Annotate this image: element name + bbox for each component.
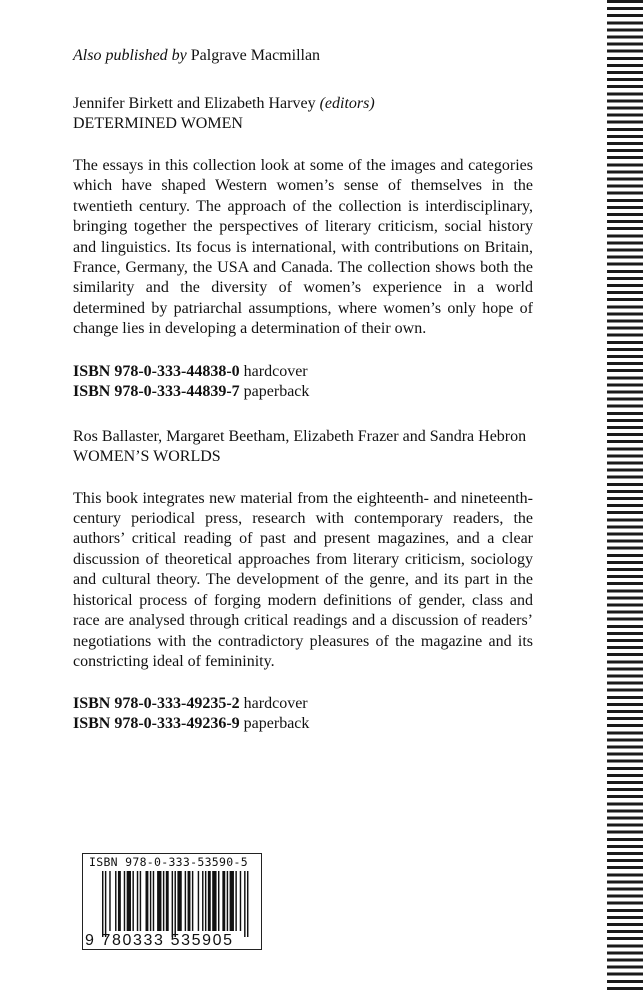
book2-isbn-paperback	[73, 714, 533, 734]
barcode-bar	[177, 871, 181, 931]
isbn-format: paperback	[239, 715, 310, 733]
barcode-bar	[208, 871, 211, 931]
intro-line	[73, 46, 533, 66]
barcode-bar	[235, 871, 236, 931]
barcode-bar	[109, 871, 110, 931]
barcode-bar	[175, 871, 176, 937]
book2-authors: Ros Ballaster, Margaret Beetham, Elizabeth Frazer and Sandra Hebron	[73, 427, 527, 445]
intro-prefix: Also published by	[73, 47, 187, 64]
barcode-bar	[102, 871, 103, 937]
barcode-bar	[227, 871, 228, 931]
book-entry-1	[73, 94, 533, 402]
barcode-bar	[132, 871, 133, 931]
barcode-isbn-label: ISBN 978-0-333-53590-5	[89, 855, 248, 869]
barcode-bar	[202, 871, 203, 931]
isbn-code: ISBN 978-0-333-44839-7	[73, 382, 240, 400]
barcode-bar	[244, 871, 245, 937]
barcode-bar	[124, 871, 125, 931]
barcode-bar	[188, 871, 191, 931]
book1-editors-note: (editors)	[319, 95, 375, 112]
barcode-bar	[140, 871, 141, 931]
cover-text	[73, 46, 533, 734]
barcode-digits: 9 780333 535905	[85, 932, 234, 949]
barcode-bar	[205, 871, 206, 931]
barcode-bar	[163, 871, 164, 931]
isbn-code: ISBN 978-0-333-44838-0	[73, 362, 240, 380]
isbn-code: ISBN 978-0-333-49236-9	[73, 715, 240, 733]
barcode-bar	[166, 871, 169, 931]
book1-author-names: Jennifer Birkett and Elizabeth Harvey	[73, 95, 320, 112]
book2-title: WOMEN’S WORLDS	[73, 447, 221, 465]
isbn-code: ISBN 978-0-333-49235-2	[73, 695, 240, 713]
barcode-bar	[240, 871, 241, 931]
publisher-name: Palgrave Macmillan	[186, 47, 321, 64]
barcode-bar	[157, 871, 161, 931]
barcode-bar	[247, 871, 248, 937]
barcode-bar	[105, 871, 106, 937]
isbn-format: paperback	[239, 382, 310, 400]
barcode-bar	[185, 871, 186, 931]
barcode-bar	[127, 871, 131, 931]
isbn-format: hardcover	[239, 695, 308, 713]
book1-isbn-paperback	[73, 382, 533, 402]
barcode-bar	[172, 871, 173, 937]
barcode-bar	[230, 871, 234, 931]
isbn-format: hardcover	[239, 362, 308, 380]
book2-description: This book integrates new material from the eighteenth- and nineteenth-century periodical press, research with contemporary readers, the authors’ critical reading of past and present magazines, and a clear discussion of theoretical approaches from literary criticism, sociology and cultural theory. The development of the genre, and its part in the historical process of forging modern definitions of gender, class and race are analysed through critical readings and a discussion of readers’ negotiations with the contradictory pleasures of the magazine and its constricting ideal of femininity.	[73, 489, 533, 670]
barcode-bar	[115, 871, 116, 931]
book1-description: The essays in this collection look at some of the images and categories which have shaped Western women’s sense of themselves in the twentieth century. The approach of the collection is interdisciplinary, bringing together the perspectives of literary criticism, social history and linguistics. Its focus is international, with contributions on Britain, France, Germany, the USA and Canada. The collection shows both the similarity and the diversity of women’s experience in a world determined by patriarchal assumptions, where women’s only hope of change lies in developing a determination of their own.	[73, 157, 533, 338]
barcode-bar	[153, 871, 154, 931]
isbn-barcode	[82, 853, 262, 950]
barcode-bar	[222, 871, 225, 931]
book1-isbn-hardcover	[73, 362, 533, 382]
barcode-bar	[137, 871, 138, 931]
barcode-bar	[218, 871, 219, 931]
barcode-bar	[146, 871, 149, 931]
barcode-bar	[118, 871, 121, 931]
book1-authors	[73, 94, 533, 114]
barcode-bar	[192, 871, 193, 931]
book1-title: DETERMINED WOMEN	[73, 115, 243, 132]
barcode-bar	[150, 871, 151, 931]
barcode-bar	[198, 871, 199, 931]
book-entry-2	[73, 427, 533, 735]
edge-stripe-pattern	[607, 0, 643, 993]
book2-isbn-hardcover	[73, 694, 533, 714]
barcode-bar	[212, 871, 216, 931]
